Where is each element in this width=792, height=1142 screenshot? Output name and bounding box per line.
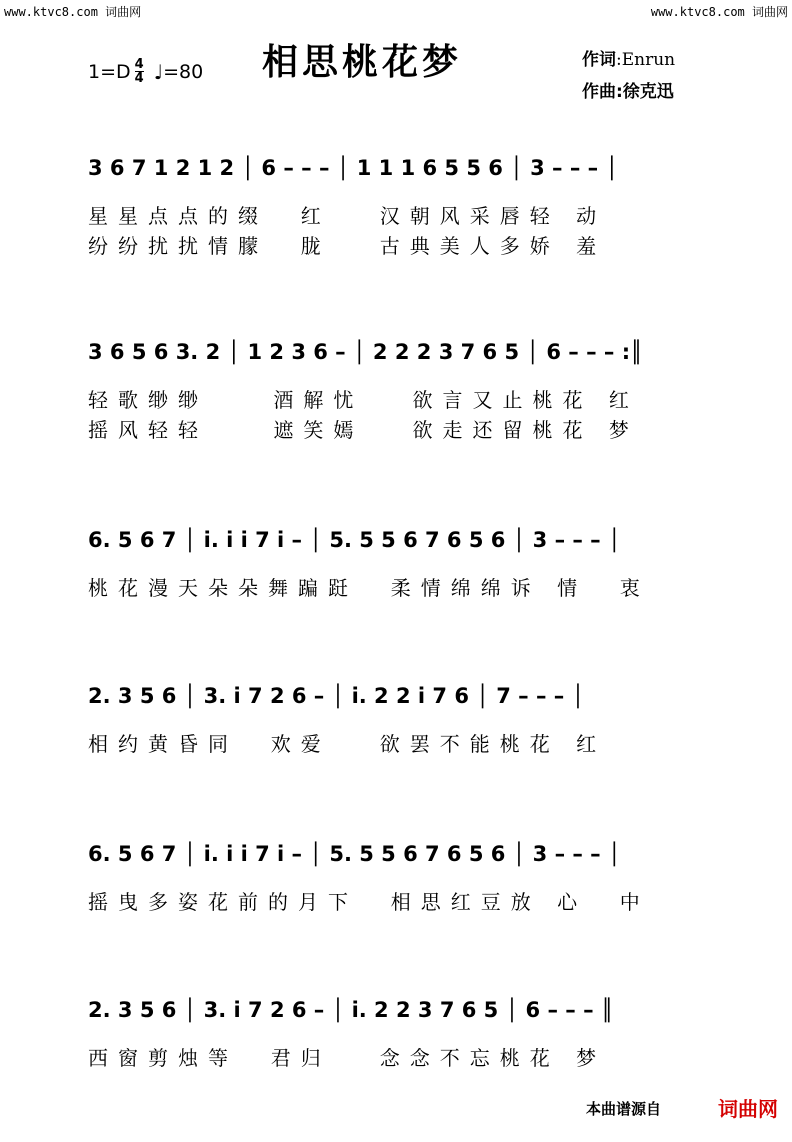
lyric-line-1: 摇曳多姿花前的月下 相思红豆放 心 中 xyxy=(88,890,650,914)
time-bottom: 4 xyxy=(134,71,144,86)
notation-row xyxy=(88,150,716,190)
lyric-line-1: 星星点点的缀 红 汉朝风采唇轻 动 xyxy=(88,204,607,228)
notation-text: 3 6 5 6 3. 2 │ 1 2 3 6 – │ 2 2 2 3 7 6 5 │ 6 – – – :║ xyxy=(88,340,643,364)
system-6 xyxy=(0,992,792,1142)
composer: :徐克迅 xyxy=(616,82,674,102)
lyric-line-1: 西窗剪烛等 君归 念念不忘桃花 梦 xyxy=(88,1046,607,1070)
notation-text: 3 6 7 1 2 1 2 │ 6 – – – │ 1 1 1 6 5 5 6 │ 3 – – – │ xyxy=(88,156,619,180)
notation-row xyxy=(88,522,716,562)
lyricist: :Enrun xyxy=(616,50,676,70)
song-title: 相思桃花梦 xyxy=(262,41,463,83)
key: 1=D xyxy=(88,60,131,83)
watermark-left: www.ktvc8.com 词曲网 xyxy=(4,5,142,19)
lyric-line-1: 轻歌缈缈 酒解忧 欲言又止桃花 红 xyxy=(88,388,639,412)
notation-text: 2. 3 5 6 │ 3. i 7 2 6 – │ i. 2 2 i 7 6 │ 7 – – – │ xyxy=(88,684,585,708)
quarter-note-icon: ♩ xyxy=(153,59,164,84)
composer-label: 作曲 xyxy=(582,82,616,102)
source-text: 本曲谱源自 xyxy=(586,1100,662,1118)
system-1 xyxy=(0,150,792,300)
notation-text: 6. 5 6 7 │ i. i i 7 i – │ 5. 5 5 6 7 6 5 6 │ 3 – – – │ xyxy=(88,842,621,866)
lyricist-label: 作词 xyxy=(582,50,616,70)
notation-text: 2. 3 5 6 │ 3. i 7 2 6 – │ i. 2 2 3 7 6 5 │ 6 – – – ║ xyxy=(88,998,614,1022)
credits xyxy=(582,44,675,108)
key-signature xyxy=(88,58,203,85)
time-signature xyxy=(135,58,144,85)
notation-row xyxy=(88,836,716,876)
time-top: 4 xyxy=(134,57,144,72)
tempo: =80 xyxy=(163,60,204,83)
notation-text: 6. 5 6 7 │ i. i i 7 i – │ 5. 5 5 6 7 6 5 6 │ 3 – – – │ xyxy=(88,528,621,552)
system-4 xyxy=(0,678,792,828)
notation-row xyxy=(88,678,716,718)
lyric-line-1: 相约黄昏同 欢爱 欲罢不能桃花 红 xyxy=(88,732,607,756)
lyric-line-2: 摇风轻轻 遮笑嫣 欲走还留桃花 梦 xyxy=(88,418,639,442)
system-5 xyxy=(0,836,792,986)
system-2 xyxy=(0,334,792,484)
lyric-line-1: 桃花漫天朵朵舞蹁跹 柔情绵绵诉 情 衷 xyxy=(88,576,650,600)
lyric-line-2: 纷纷扰扰情朦 胧 古典美人多娇 羞 xyxy=(88,234,607,258)
system-3 xyxy=(0,522,792,672)
notation-row xyxy=(88,992,716,1032)
site-logo[interactable]: 词曲网 xyxy=(718,1097,778,1121)
watermark-right: www.ktvc8.com 词曲网 xyxy=(650,5,788,19)
notation-row xyxy=(88,334,716,374)
